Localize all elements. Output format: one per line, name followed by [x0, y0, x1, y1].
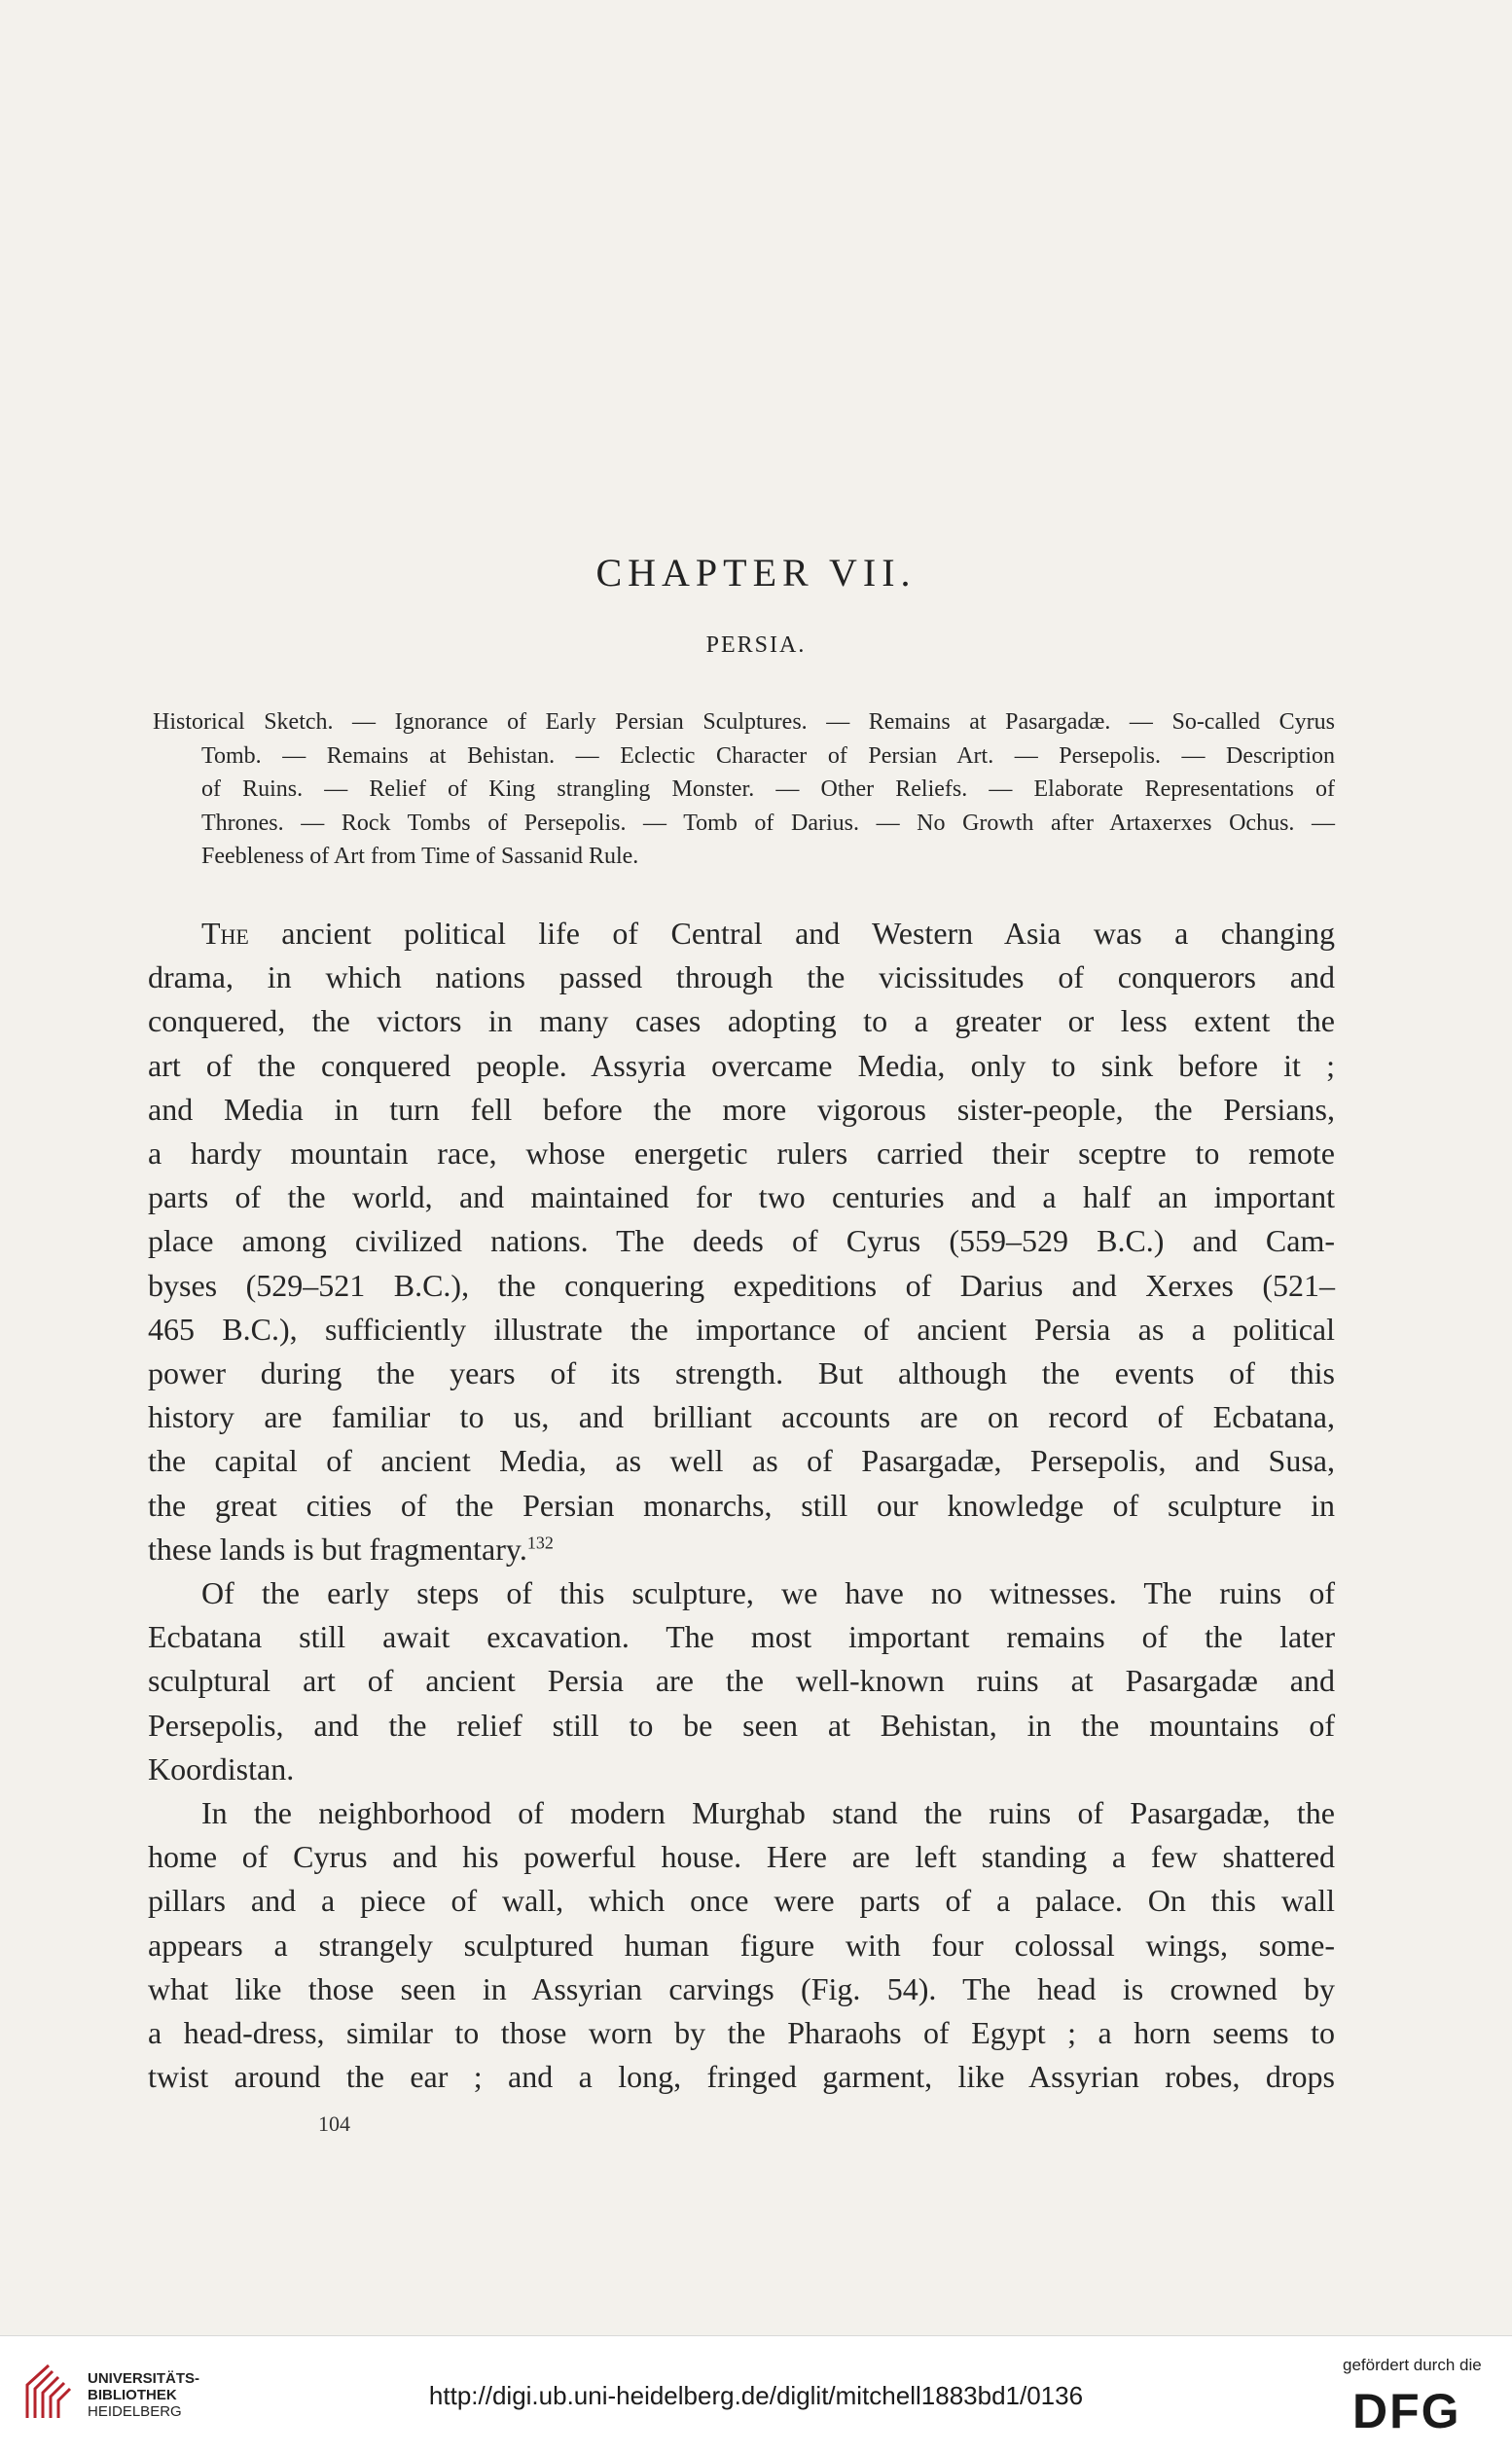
synopsis-line: Feebleness of Art from Time of Sassanid Rule. [201, 844, 639, 869]
text-line: In the neighborhood of modern Murghab stand the ruins of Pasargadæ, the [201, 1795, 1335, 1831]
text-line: art of the conquered people. Assyria overcame Media, only to sink before it ; [148, 1047, 1335, 1083]
synopsis-line: Thrones. — Rock Tombs of Persepolis. — Tomb of Darius. — No Growth after Artaxerxes Ochus. — [201, 810, 1335, 836]
text-line: a hardy mountain race, whose energetic rulers carried their sceptre to remote [148, 1136, 1335, 1172]
text-line: pillars and a piece of wall, which once were parts of a palace. On this wall [148, 1883, 1335, 1919]
svg-text:DFG: DFG [1352, 2385, 1461, 2434]
drop-word: The [201, 916, 249, 951]
text-line: twist around the ear ; and a long, fringed garment, like Assyrian robes, drops [148, 2059, 1335, 2095]
text-line: the great cities of the Persian monarchs, still our knowledge of sculpture in [148, 1487, 1335, 1523]
funder-caption: gefördert durch die [1343, 2356, 1482, 2374]
text-line: these lands is but fragmentary.$^{132}$ [148, 1531, 554, 1567]
synopsis-line: of Ruins. — Relief of King strangling Monster. — Other Reliefs. — Elaborate Representations of [201, 776, 1335, 802]
text-line: Of the early steps of this sculpture, we have no witnesses. The ruins of [201, 1575, 1335, 1611]
text-line: 465 B.C.), sufficiently illustrate the importance of ancient Persia as a political [148, 1311, 1335, 1347]
text-line: conquered, the victors in many cases adopting to a greater or less extent the [148, 1003, 1335, 1039]
page-number: 104 [318, 2111, 350, 2136]
bleed-through-text [258, 175, 1343, 237]
text-line: sculptural art of ancient Persia are the well-known ruins at Pasargadæ and [148, 1663, 1335, 1699]
text-line: parts of the world, and maintained for two centuries and a half an important [148, 1179, 1335, 1215]
permalink-url[interactable]: http://digi.ub.uni-heidelberg.de/diglit/mitchell1883bd1/0136 [428, 2381, 1084, 2410]
library-name[interactable]: UNIVERSITÄTS- BIBLIOTHEK HEIDELBERG [88, 2370, 200, 2420]
text-line: The ancient political life of Central and Western Asia was a changing [201, 916, 1335, 951]
body-text [148, 912, 1335, 2099]
text-line: Ecbatana still await excavation. The most important remains of the later [148, 1619, 1335, 1655]
text-line: appears a strangely sculptured human figure with four colossal wings, some- [148, 1927, 1335, 1963]
text-line: what like those seen in Assyrian carvings (Fig. 54). The head is crowned by [148, 1970, 1335, 2006]
text-line: power during the years of its strength. But although the events of this [148, 1355, 1335, 1391]
text-line: Koordistan. [148, 1750, 295, 1786]
text-line: Persepolis, and the relief still to be seen at Behistan, in the mountains of [148, 1707, 1335, 1743]
text-line: a head-dress, similar to those worn by the Pharaohs of Egypt ; a horn seems to [148, 2015, 1335, 2051]
synopsis-line: Tomb. — Remains at Behistan. — Eclectic Character of Persian Art. — Persepolis. — Description [201, 742, 1335, 769]
synopsis-line: Historical Sketch. — Ignorance of Early Persian Sculptures. — Remains at Pasargadæ. — So-called Cyrus [153, 709, 1335, 735]
text-line: history are familiar to us, and brilliant accounts are on record of Ecbatana, [148, 1399, 1335, 1435]
text-line: place among civilized nations. The deeds of Cyrus (559–529 B.C.) and Cam- [148, 1223, 1335, 1259]
chapter-synopsis [153, 705, 1335, 874]
dfg-logo-icon[interactable] [1352, 2385, 1489, 2434]
text-line: home of Cyrus and his powerful house. Here are left standing a few shattered [148, 1839, 1335, 1875]
text-line: byses (529–521 B.C.), the conquering expeditions of Darius and Xerxes (521– [148, 1267, 1335, 1303]
text-line: the capital of ancient Media, as well as of Pasargadæ, Persepolis, and Susa, [148, 1443, 1335, 1479]
text-line: drama, in which nations passed through the vicissitudes of conquerors and [148, 959, 1335, 995]
footnote-marker[interactable]: 132 [526, 1533, 554, 1553]
chapter-subtitle: PERSIA. [705, 632, 807, 658]
text-line: and Media in turn fell before the more vigorous sister-people, the Persians, [148, 1091, 1335, 1127]
footer-bar [0, 2335, 1512, 2453]
chapter-title: CHAPTER VII. [595, 551, 917, 595]
